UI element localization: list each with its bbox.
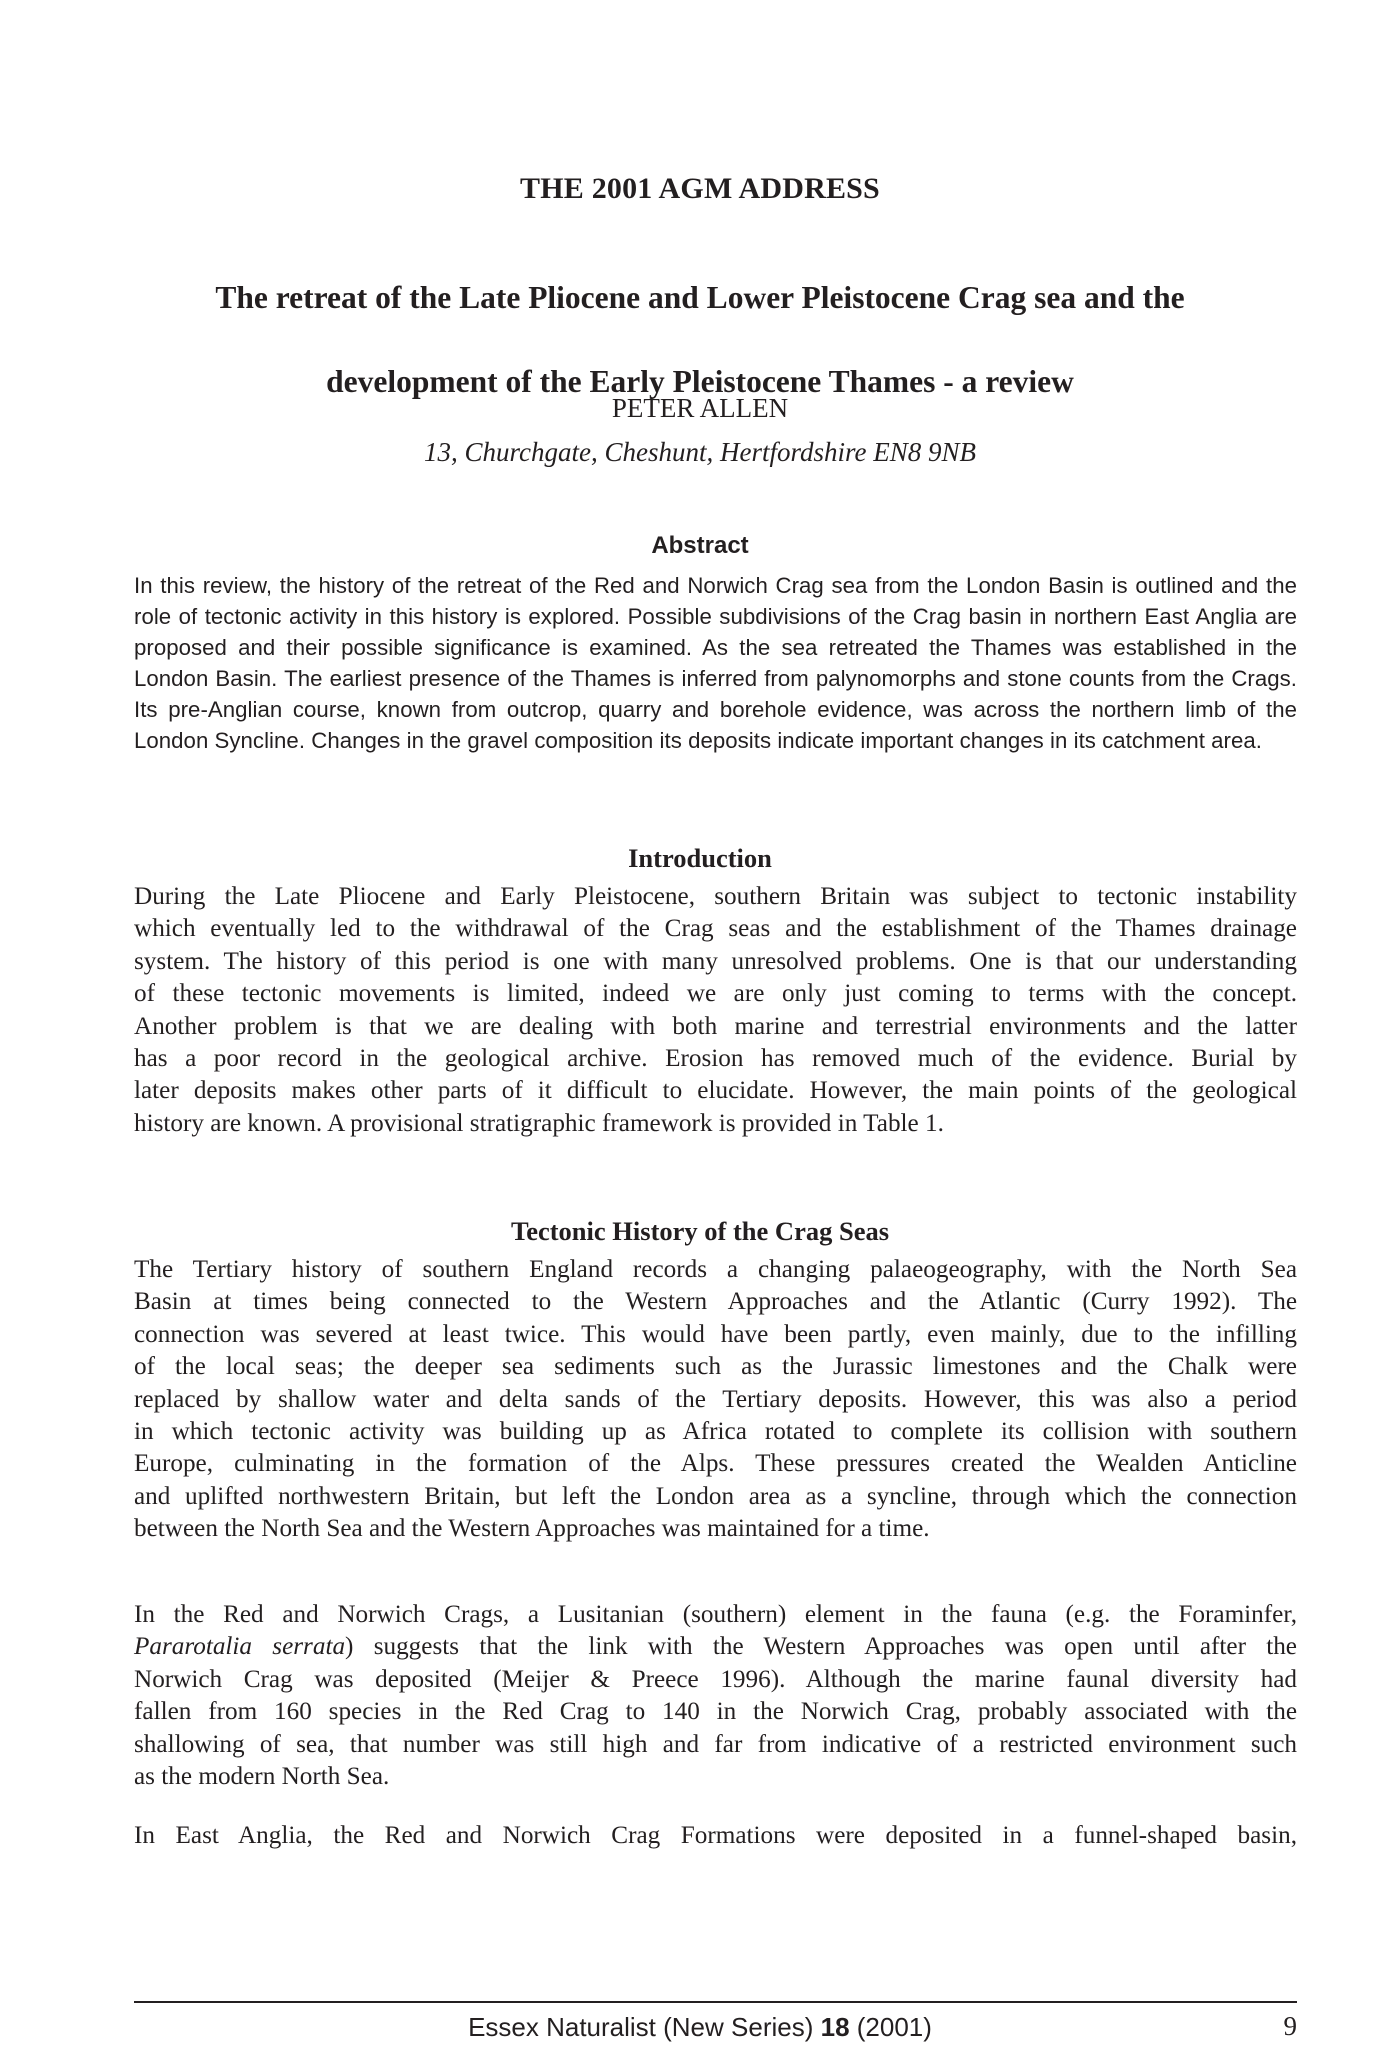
text-line: Norwich Crag was deposited (Meijer & Preece 1996). Although the marine faunal diversity had xyxy=(134,1665,1297,1693)
author-address: 13, Churchgate, Cheshunt, Hertfordshire EN8 9NB xyxy=(424,437,976,467)
volume-number: 18 xyxy=(820,2012,850,2042)
text-line: as the modern North Sea. xyxy=(134,1763,390,1791)
text-line: Basin at times being connected to the Western Approaches and the Atlantic (Curry 1992). The xyxy=(134,1288,1297,1316)
text-line: In East Anglia, the Red and Norwich Crag Formations were deposited in a funnel-shaped basin, xyxy=(134,1822,1297,1849)
text-segment: ) suggests that the link with the Western Approaches was open until after the xyxy=(345,1633,1297,1661)
text-line: later deposits makes other parts of it difficult to elucidate. However, the main points of the geological xyxy=(134,1077,1297,1105)
text-line: During the Late Pliocene and Early Pleistocene, southern Britain was subject to tectonic instability xyxy=(134,883,1297,910)
journal-name: Essex Naturalist (New Series) xyxy=(468,2012,821,2042)
paper-title-line-2: development of the Early Pleistocene Thames - a review xyxy=(326,364,1074,399)
publication-year: (2001) xyxy=(849,2012,932,2042)
agm-title: THE 2001 AGM ADDRESS xyxy=(520,172,880,205)
text-line: of the local seas; the deeper sea sediments such as the Jurassic limestones and the Chalk were xyxy=(134,1353,1297,1381)
text-line: Another problem is that we are dealing with both marine and terrestrial environments and the latter xyxy=(134,1012,1297,1040)
tectonic-paragraph-1 xyxy=(134,1254,1297,1546)
footer-citation xyxy=(0,2012,1400,2043)
text-line: shallowing of sea, that number was still high and far from indicative of a restricted environment such xyxy=(134,1730,1297,1758)
text-line: of these tectonic movements is limited, indeed we are only just coming to terms with the concept. xyxy=(134,980,1297,1008)
tectonic-paragraph-3 xyxy=(134,1820,1297,1852)
footer-rule xyxy=(134,2001,1297,2003)
text-line: history are known. A provisional stratigraphic framework is provided in Table 1. xyxy=(134,1109,944,1137)
text-line: The Tertiary history of southern England records a changing palaeogeography, with the North Sea xyxy=(134,1256,1297,1283)
text-line: which eventually led to the withdrawal of the Crag seas and the establishment of the Thames drainage xyxy=(134,915,1297,943)
introduction-paragraph xyxy=(134,881,1297,1140)
text-line: In the Red and Norwich Crags, a Lusitanian (southern) element in the fauna (e.g. the Foraminfer, xyxy=(134,1601,1297,1628)
introduction-heading: Introduction xyxy=(628,843,772,873)
tectonic-heading: Tectonic History of the Crag Seas xyxy=(510,1216,890,1246)
abstract-text: In this review, the history of the retreat of the Red and Norwich Crag sea from the London Basin is outlined and the role of tectonic activity in this history is explored. Possible subdivisions of the Crag basin in northern East Anglia are proposed and their possible significance is examined. As the sea retreated the Thames was established in the London Basin. The earliest presence of the Thames is inferred from palynomorphs and stone counts from the Crags. Its pre-Anglian course, known from outcrop, quarry and borehole evidence, was across the northern limb of the London Syncline. Changes in the gravel composition its deposits indicate important changes in its catchment area. xyxy=(134,573,1297,754)
author-name: PETER ALLEN xyxy=(611,393,789,423)
text-line: replaced by shallow water and delta sands of the Tertiary deposits. However, this was also a period xyxy=(134,1385,1297,1413)
tectonic-paragraph-2 xyxy=(134,1599,1297,1793)
text-line: in which tectonic activity was building up as Africa rotated to complete its collision with southern xyxy=(134,1418,1297,1446)
page-number: 9 xyxy=(1283,2011,1297,2041)
text-line: Europe, culminating in the formation of the Alps. These pressures created the Wealden Anticline xyxy=(134,1450,1297,1478)
text-line: system. The history of this period is one with many unresolved problems. One is that our understanding xyxy=(134,947,1297,975)
abstract-heading: Abstract xyxy=(651,532,749,559)
paper-title-line-1: The retreat of the Late Pliocene and Lower Pleistocene Crag sea and the xyxy=(215,280,1185,315)
text-line: between the North Sea and the Western Approaches was maintained for a time. xyxy=(134,1515,930,1543)
text-line: and uplifted northwestern Britain, but left the London area as a syncline, through which the connection xyxy=(134,1482,1297,1510)
text-line: fallen from 160 species in the Red Crag to 140 in the Norwich Crag, probably associated with the xyxy=(134,1698,1297,1726)
text-line: has a poor record in the geological archive. Erosion has removed much of the evidence. Burial by xyxy=(134,1045,1297,1073)
species-name: Pararotalia serrata xyxy=(134,1633,346,1661)
text-line xyxy=(134,1631,1297,1663)
text-line: connection was severed at least twice. This would have been partly, even mainly, due to the infilling xyxy=(134,1320,1297,1348)
